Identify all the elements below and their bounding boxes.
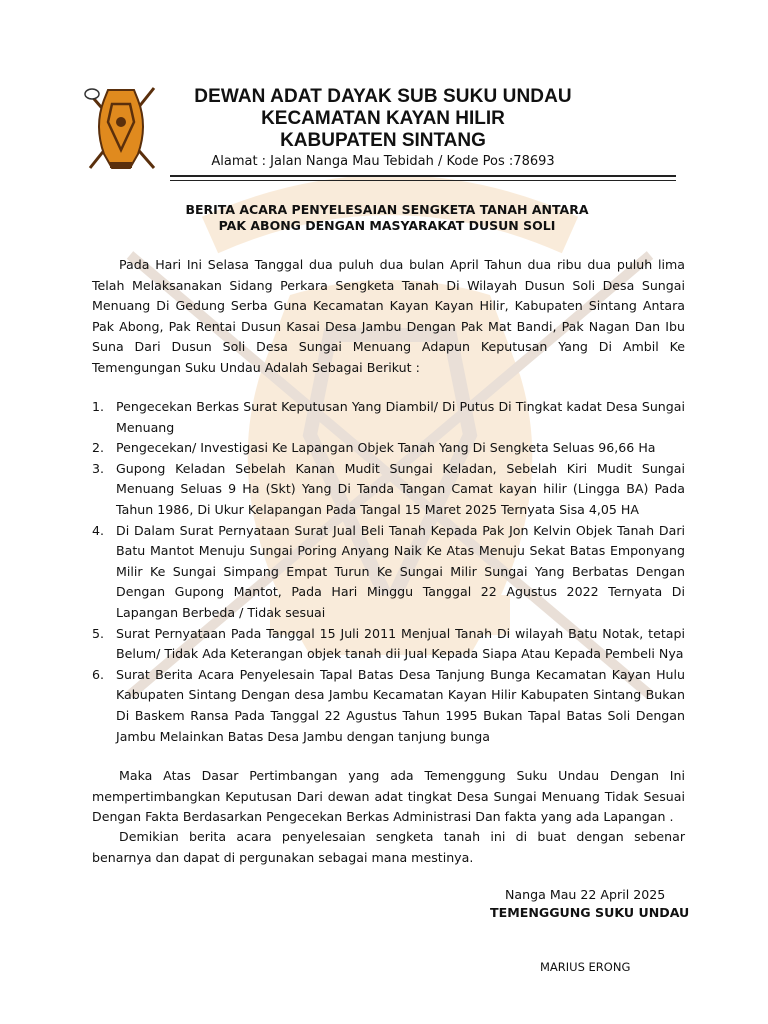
list-item <box>92 438 685 459</box>
list-item <box>92 459 685 521</box>
list-item-text: Pengecekan Berkas Surat Keputusan Yang Diambil/ Di Putus Di Tingkat kadat Desa Sungai Menuang <box>116 399 685 435</box>
list-item <box>92 397 685 438</box>
list-item-text: Gupong Keladan Sebelah Kanan Mudit Sungai Keladan, Sebelah Kiri Mudit Sungai Menuang Seluas 9 Ha (Skt) Yang Di Tanda Tangan Camat kayan hilir (Lingga BA) Pada Tahun 1986, Di Ukur Kelapangan Pada Tangal 15 Maret 2025 Ternyata Sisa 4,05 HA <box>116 460 685 517</box>
closing-paragraph-1: Maka Atas Dasar Pertimbangan yang ada Temenggung Suku Undau Dengan Ini mempertimbangkan Keputusan Dari dewan adat tingkat Desa Sungai Menuang Tidak Sesuai Dengan Fakta Berdasarkan Pengecekan Berkas Administrasi Dan fakta yang ada Lapangan . <box>92 768 685 825</box>
list-item-number: 5. <box>92 625 105 641</box>
list-item-text: Pengecekan/ Investigasi Ke Lapangan Objek Tanah Yang Di Sengketa Seluas 96,66 Ha <box>116 440 656 456</box>
letterhead-address: Alamat : Jalan Nanga Mau Tebidah / Kode Pos :78693 <box>211 154 555 169</box>
letterhead-line-2: KECAMATAN KAYAN HILIR <box>261 108 505 129</box>
list-item-text: Surat Pernyataan Pada Tanggal 15 Juli 2011 Menjual Tanah Di wilayah Batu Notak, tetapi Belum/ Tidak Ada Keterangan objek tanah dii Jual Kepada Siapa Atau Kepada Pembeli Nya <box>116 625 685 662</box>
list-item-number: 3. <box>92 460 105 476</box>
dayak-shield-emblem-icon <box>82 82 160 174</box>
list-item-number: 4. <box>92 522 105 538</box>
letterhead-rule-thick <box>170 175 676 177</box>
signature-name: MARIUS ERONG <box>540 960 631 974</box>
list-item-number: 2. <box>92 440 105 456</box>
letterhead <box>168 86 598 152</box>
document-title-line-2: PAK ABONG DENGAN MASYARAKAT DUSUN SOLI <box>218 218 556 233</box>
signature-place-date: Nanga Mau 22 April 2025 <box>505 887 666 902</box>
decision-list <box>92 397 685 747</box>
list-item-number: 6. <box>92 666 105 682</box>
list-item-number: 1. <box>92 399 105 414</box>
list-item <box>92 665 685 747</box>
intro-paragraph: Pada Hari Ini Selasa Tanggal dua puluh dua bulan April Tahun dua ribu dua puluh lima Telah Melaksanakan Sidang Perkara Sengketa Tanah Di Wilayah Dusun Soli Desa Sungai Menuang Di Gedung Serba Guna Kecamatan Kayan Kayan Hilir, Kabupaten Sintang Antara Pak Abong, Pak Rentai Dusun Kasai Desa Jambu Dengan Pak Mat Bandi, Pak Nagan Dan Ibu Suna Dari Dusun Soli Desa Sungai Menuang Adapun Keputusan Yang Di Ambil Ke Temengungan Suku Undau Adalah Sebagai Berikut : <box>92 257 685 375</box>
document-title-line-1: BERITA ACARA PENYELESAIAN SENGKETA TANAH ANTARA <box>185 202 589 217</box>
list-item <box>92 521 685 624</box>
document-title <box>90 202 684 234</box>
letterhead-line-1: DEWAN ADAT DAYAK SUB SUKU UNDAU <box>194 86 572 107</box>
list-item-text: Surat Berita Acara Penyelesain Tapal Batas Desa Tanjung Bunga Kecamatan Kayan Hulu Kabupaten Sintang Dengan desa Jambu Kecamatan Kayan Hilir Kabupaten Sintang Bukan Di Baskem Ransa Pada Tanggal 22 Agustus Tahun 1995 Bukan Tapal Batas Soli Dengan Jambu Melainkan Batas Desa Jambu dengan tanjung bunga <box>116 666 685 744</box>
letterhead-rule-thin <box>170 180 676 181</box>
letterhead-line-3: KABUPATEN SINTANG <box>280 130 486 151</box>
closing-paragraph-2: Demikian berita acara penyelesaian sengketa tanah ini di buat dengan sebenar benarnya dan dapat di pergunakan sebagai mana mestinya. <box>92 829 685 865</box>
list-item <box>92 624 685 665</box>
signature-title: TEMENGGUNG SUKU UNDAU <box>490 905 690 920</box>
list-item-text: Di Dalam Surat Pernyataan Surat Jual Beli Tanah Kepada Pak Jon Kelvin Objek Tanah Dari Batu Mantot Menuju Sungai Poring Anyang Naik Ke Atas Menuju Sekat Batas Emponyang Milir Ke Sungai Simpang Empat Turun Ke Sungai Milir Sungai Yang Berbatas Dengan Dengan Gupong Mantot, Pada Hari Minggu Tanggal 22 Agustus 2022 Ternyata Di Lapangan Berbeda / Tidak sesuai <box>116 522 685 620</box>
